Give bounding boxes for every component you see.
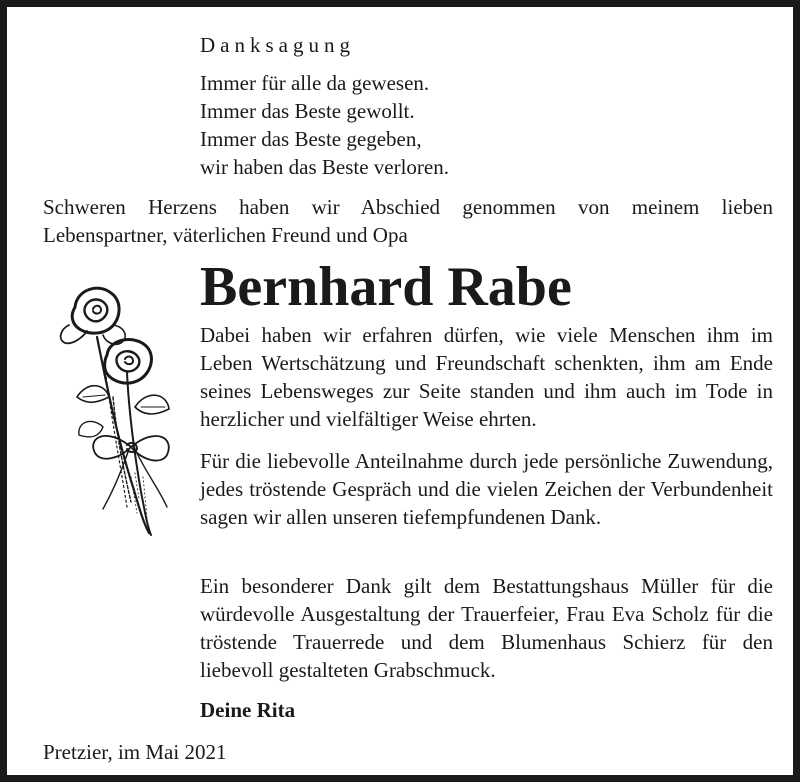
intro-line-2: Lebenspartner, väterlichen Freund und Opa (43, 223, 408, 247)
paragraph-2: Für die liebevolle Anteilnahme durch jede persönliche Zuwendung, jedes tröstende Gespräch und die vielen Zeichen der Verbundenheit sagen wir allen unseren tiefempfundenen Dank. (200, 449, 773, 529)
intro-text (43, 193, 773, 249)
poem-line: wir haben das Beste verloren. (200, 155, 449, 179)
poem-line: Immer das Beste gegeben, (200, 127, 422, 151)
poem-line: Immer das Beste gewollt. (200, 99, 415, 123)
deceased-name: Bernhard Rabe (200, 256, 572, 318)
paragraph-1: Dabei haben wir erfahren dürfen, wie viele Menschen ihm im Leben Wertschätzung und Freundschaft schenkten, ihm am Ende seines Lebensweges zur Seite standen und ihm auch im Tode in herzlicher und vielfältiger Weise ehrten. (200, 323, 773, 431)
signature: Deine Rita (200, 698, 296, 722)
roses-illustration-icon (47, 277, 177, 539)
intro-line-1: Schweren Herzens haben wir Abschied genommen von meinem lieben (43, 195, 773, 219)
notice-heading: Danksagung (200, 33, 355, 57)
poem (200, 69, 449, 181)
paragraph-3: Ein besonderer Dank gilt dem Bestattungshaus Müller für die würdevolle Ausgestaltung der Trauerfeier, Frau Eva Scholz für die tröstende Trauerrede und dem Blumenhaus Schierz für den liebevoll gestalteten Grabschmuck. (200, 574, 773, 682)
poem-line: Immer für alle da gewesen. (200, 71, 430, 95)
place-date: Pretzier, im Mai 2021 (43, 740, 227, 764)
